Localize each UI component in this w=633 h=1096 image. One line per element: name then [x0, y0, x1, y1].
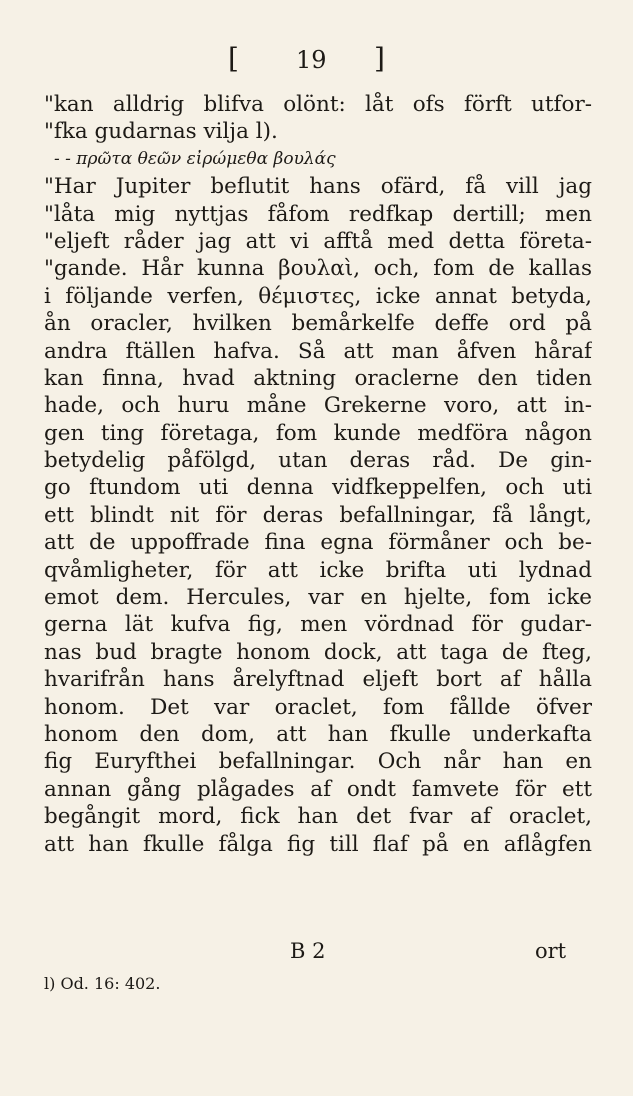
text-line: annan gång plågades af ondt famvete för ett	[44, 776, 592, 802]
text-line: i följande verfen, θέμιστες, icke annat betyda,	[44, 283, 592, 309]
text-line: honom den dom, att han fkulle underkafta	[44, 721, 592, 747]
text-line: qvåmligheter, för att icke brifta uti lydnad	[44, 557, 592, 583]
header-bracket-right: ]	[374, 42, 385, 75]
footnote: l) Od. 16: 402.	[44, 974, 161, 993]
catchword: ort	[535, 939, 567, 963]
text-line: "Har Jupiter beflutit hans ofärd, få vill jag	[44, 174, 592, 200]
text-line: betydelig påfölgd, utan deras råd. De gin-	[44, 448, 592, 474]
text-line: hade, och huru måne Grekerne voro, att in-	[44, 393, 592, 419]
text-line: kan finna, hvad aktning oraclerne den tiden	[44, 365, 592, 391]
text-line: - - πρῶτα θεῶν εἰρώμεθα βουλάς	[54, 148, 336, 169]
signature-mark: B 2	[290, 939, 326, 963]
body-text	[44, 91, 592, 858]
page-number: 19	[296, 46, 327, 74]
text-line: gerna lät kufva fig, men vördnad för gudar-	[44, 612, 592, 638]
text-line: go ftundom uti denna vidfkeppelfen, och uti	[44, 475, 592, 501]
text-line: honom. Det var oraclet, fom fållde öfver	[44, 694, 592, 720]
text-line: "låta mig nyttjas fåfom redfkap dertill; men	[44, 201, 592, 227]
text-line: andra ftällen hafva. Så att man åfven håraf	[44, 338, 592, 364]
text-line: hvarifrån hans årelyftnad eljeft bort af hålla	[44, 667, 592, 693]
text-line: nas bud bragte honom dock, att taga de fteg,	[44, 639, 592, 665]
text-line: att de uppoffrade fina egna förmåner och be-	[44, 530, 592, 556]
text-line: ett blindt nit för deras befallningar, få långt,	[44, 502, 592, 528]
text-line: "gande. Hår kunna βουλαὶ, och, fom de kallas	[44, 256, 592, 282]
text-line: emot dem. Hercules, var en hjelte, fom icke	[44, 585, 592, 611]
text-line: att han fkulle fålga fig till flaf på en aflågfen	[44, 831, 592, 857]
text-line: "eljeft råder jag att vi afftå med detta företa-	[44, 228, 592, 254]
text-line: "fka gudarnas vilja l).	[44, 119, 278, 145]
text-line: begångit mord, fick han det fvar af oraclet,	[44, 804, 592, 830]
page-footer	[0, 939, 633, 969]
header-bracket-left: [	[228, 42, 239, 75]
text-line: fig Euryfthei befallningar. Och når han en	[44, 749, 592, 775]
text-line: gen ting företaga, fom kunde medföra någon	[44, 420, 592, 446]
page-header	[0, 42, 633, 82]
text-line: ån oracler, hvilken bemårkelfe deffe ord på	[44, 311, 592, 337]
text-line: "kan alldrig blifva olönt: låt ofs förft utfor-	[44, 92, 592, 117]
